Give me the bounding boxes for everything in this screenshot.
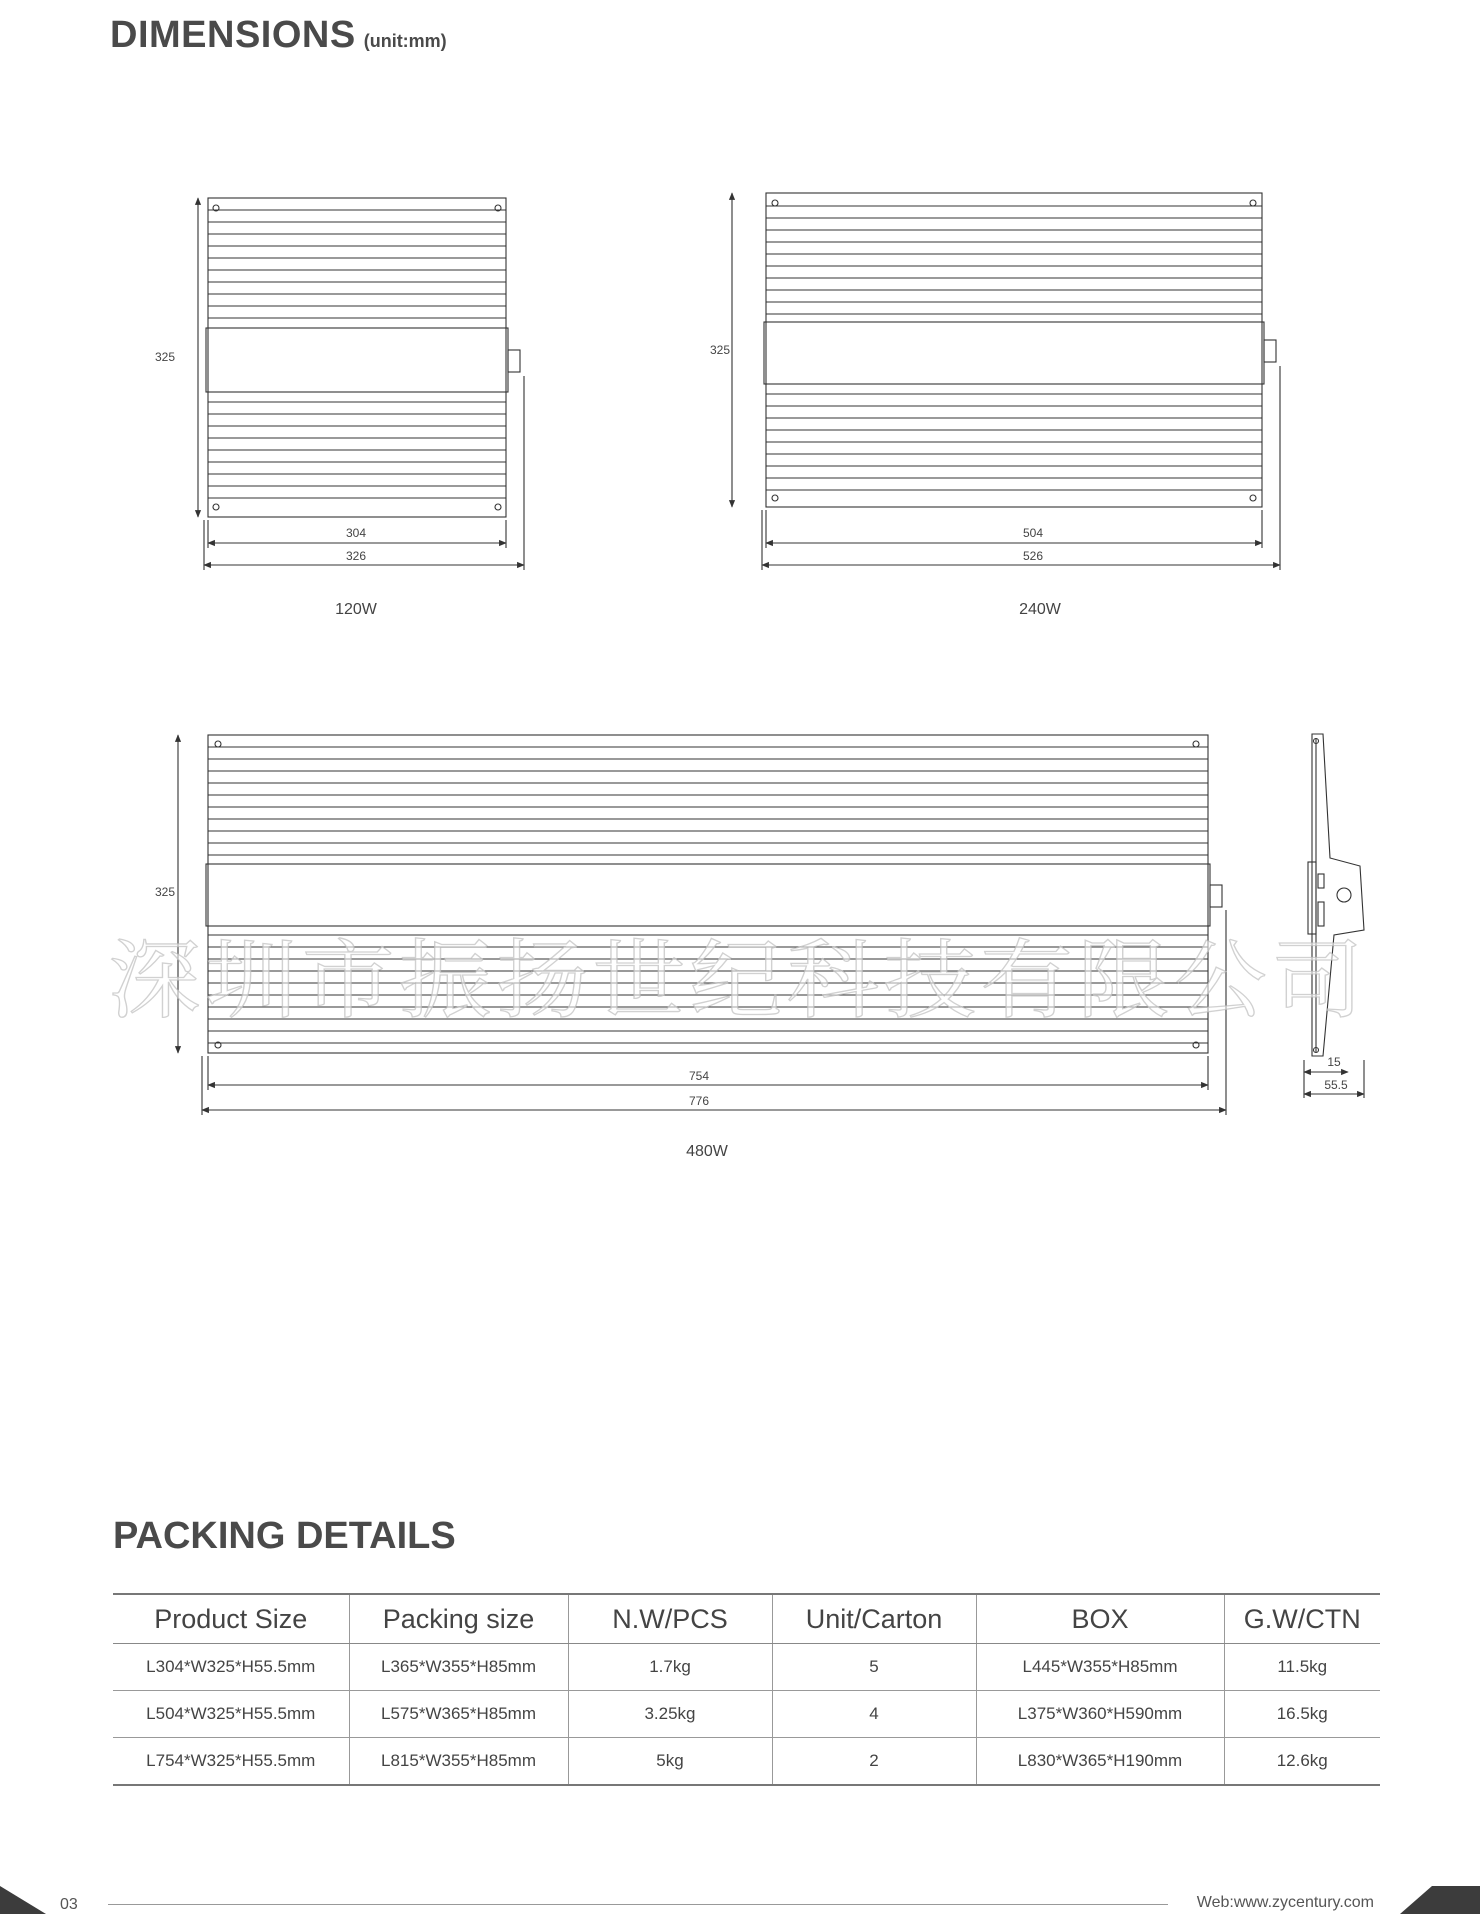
dim-240w-outer: 526 xyxy=(1022,549,1044,563)
dim-240w-height: 325 xyxy=(709,343,731,357)
table-row xyxy=(113,1644,1380,1691)
cell-packing-size: L575*W365*H85mm xyxy=(349,1691,568,1738)
dimensions-unit: (unit:mm) xyxy=(363,31,447,51)
col-unit-carton: Unit/Carton xyxy=(772,1594,976,1644)
dim-120w-inner: 304 xyxy=(345,526,367,540)
label-120w: 120W xyxy=(335,601,377,618)
dim-240w-inner: 504 xyxy=(1022,526,1044,540)
fixture-480w-driver xyxy=(206,864,1210,926)
packing-table xyxy=(113,1593,1380,1786)
cell-packing-size: L815*W355*H85mm xyxy=(349,1738,568,1786)
fixture-240w-connector xyxy=(1264,340,1276,362)
dim-480w-outer: 776 xyxy=(688,1094,710,1108)
cell-box: L375*W360*H590mm xyxy=(976,1691,1224,1738)
footer-corner-right xyxy=(1400,1886,1480,1914)
table-row xyxy=(113,1738,1380,1786)
cell-net-weight: 1.7kg xyxy=(568,1644,772,1691)
footer-corner-left xyxy=(0,1886,46,1914)
packing-title: PACKING DETAILS xyxy=(113,1515,456,1557)
page-footer xyxy=(0,1886,1480,1920)
packing-header-row xyxy=(113,1594,1380,1644)
col-packing-size: Packing size xyxy=(349,1594,568,1644)
fixture-240w-driver xyxy=(764,322,1264,384)
cell-gross-weight: 11.5kg xyxy=(1224,1644,1380,1691)
cell-gross-weight: 12.6kg xyxy=(1224,1738,1380,1786)
col-gross-weight: G.W/CTN xyxy=(1224,1594,1380,1644)
col-net-weight: N.W/PCS xyxy=(568,1594,772,1644)
cell-product-size: L504*W325*H55.5mm xyxy=(113,1691,349,1738)
cell-product-size: L304*W325*H55.5mm xyxy=(113,1644,349,1691)
fixture-480w-connector xyxy=(1210,885,1222,907)
page-number: 03 xyxy=(60,1896,78,1913)
dim-120w-outer: 326 xyxy=(345,549,367,563)
cell-packing-size: L365*W355*H85mm xyxy=(349,1644,568,1691)
label-240w: 240W xyxy=(1019,601,1061,618)
dim-480w-inner: 754 xyxy=(688,1069,710,1083)
fixture-240w-body xyxy=(766,193,1262,507)
cell-box: L445*W355*H85mm xyxy=(976,1644,1224,1691)
fixture-120w-connector xyxy=(508,350,520,372)
cell-unit-carton: 4 xyxy=(772,1691,976,1738)
cell-box: L830*W365*H190mm xyxy=(976,1738,1224,1786)
fixture-120w-driver xyxy=(206,328,508,392)
col-box: BOX xyxy=(976,1594,1224,1644)
cell-product-size: L754*W325*H55.5mm xyxy=(113,1738,349,1786)
fixture-120w-fins xyxy=(208,210,506,498)
footer-divider xyxy=(108,1904,1168,1905)
cell-unit-carton: 5 xyxy=(772,1644,976,1691)
cell-gross-weight: 16.5kg xyxy=(1224,1691,1380,1738)
col-product-size: Product Size xyxy=(113,1594,349,1644)
footer-website: Web:www.zycentury.com xyxy=(1196,1894,1374,1911)
dim-120w-height: 325 xyxy=(154,350,176,364)
dim-side-depth-b: 55.5 xyxy=(1324,1078,1348,1092)
cell-unit-carton: 2 xyxy=(772,1738,976,1786)
watermark: 深圳市振扬世纪科技有限公司 xyxy=(108,931,1369,1031)
table-row xyxy=(113,1691,1380,1738)
cell-net-weight: 5kg xyxy=(568,1738,772,1786)
label-480w: 480W xyxy=(686,1143,728,1160)
fixture-240w-fins xyxy=(766,206,1262,490)
dim-480w-height: 325 xyxy=(154,885,176,899)
dim-side-depth-a: 15 xyxy=(1327,1055,1341,1069)
dimensions-title: DIMENSIONS xyxy=(110,14,356,56)
cell-net-weight: 3.25kg xyxy=(568,1691,772,1738)
